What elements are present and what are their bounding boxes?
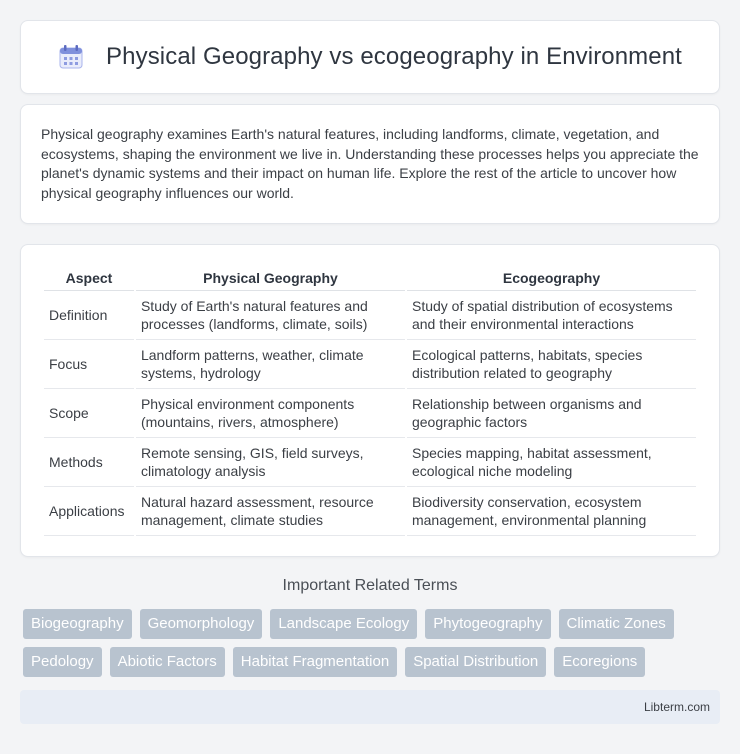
tag-landscape-ecology[interactable]: Landscape Ecology bbox=[270, 609, 417, 639]
tag-spatial-distribution[interactable]: Spatial Distribution bbox=[405, 647, 546, 677]
row-physical: Natural hazard assessment, resource management, climate studies bbox=[136, 487, 405, 536]
table-row bbox=[44, 487, 696, 536]
header-ecogeography: Ecogeography bbox=[407, 265, 696, 291]
tag-geomorphology[interactable]: Geomorphology bbox=[140, 609, 263, 639]
row-physical: Physical environment components (mountains, rivers, atmosphere) bbox=[136, 389, 405, 438]
tag-ecoregions[interactable]: Ecoregions bbox=[554, 647, 645, 677]
comparison-table bbox=[42, 265, 698, 536]
table-row bbox=[44, 438, 696, 487]
table-row bbox=[44, 389, 696, 438]
related-terms-tags bbox=[23, 609, 723, 685]
row-eco: Biodiversity conservation, ecosystem management, environmental planning bbox=[407, 487, 696, 536]
row-aspect: Definition bbox=[44, 291, 134, 340]
row-eco: Study of spatial distribution of ecosystems and their environmental interactions bbox=[407, 291, 696, 340]
row-physical: Remote sensing, GIS, field surveys, climatology analysis bbox=[136, 438, 405, 487]
tag-habitat-fragmentation[interactable]: Habitat Fragmentation bbox=[233, 647, 397, 677]
table-header-row bbox=[44, 265, 696, 291]
header-aspect: Aspect bbox=[44, 265, 134, 291]
row-aspect: Focus bbox=[44, 340, 134, 389]
related-terms-title: Important Related Terms bbox=[282, 577, 458, 594]
row-eco: Species mapping, habitat assessment, ecological niche modeling bbox=[407, 438, 696, 487]
row-aspect: Methods bbox=[44, 438, 134, 487]
comparison-table-card bbox=[20, 244, 720, 557]
tag-phytogeography[interactable]: Phytogeography bbox=[425, 609, 550, 639]
table-row bbox=[44, 340, 696, 389]
tag-climatic-zones[interactable]: Climatic Zones bbox=[559, 609, 674, 639]
tag-pedology[interactable]: Pedology bbox=[23, 647, 102, 677]
table-row bbox=[44, 291, 696, 340]
row-aspect: Applications bbox=[44, 487, 134, 536]
intro-paragraph: Physical geography examines Earth's natural features, including landforms, climate, vegetation, and ecosystems, shaping the environment we live in. Understanding these processes helps you appreciate the planet's dynamic systems and their impact on human life. Explore the rest of the article to uncover how physical geography influences our world. bbox=[41, 126, 699, 201]
tag-abiotic-factors[interactable]: Abiotic Factors bbox=[110, 647, 225, 677]
row-aspect: Scope bbox=[44, 389, 134, 438]
title-card bbox=[20, 20, 720, 94]
tag-biogeography[interactable]: Biogeography bbox=[23, 609, 132, 639]
footer-site-link[interactable]: Libterm.com bbox=[643, 700, 710, 714]
tag-row bbox=[23, 647, 723, 677]
row-eco: Relationship between organisms and geographic factors bbox=[407, 389, 696, 438]
calendar-grid-icon bbox=[58, 44, 84, 70]
row-physical: Landform patterns, weather, climate systems, hydrology bbox=[136, 340, 405, 389]
header-physical-geography: Physical Geography bbox=[136, 265, 405, 291]
tag-row bbox=[23, 609, 723, 639]
page-title: Physical Geography vs ecogeography in Environment bbox=[106, 43, 682, 70]
row-eco: Ecological patterns, habitats, species distribution related to geography bbox=[407, 340, 696, 389]
row-physical: Study of Earth's natural features and processes (landforms, climate, soils) bbox=[136, 291, 405, 340]
intro-card bbox=[20, 104, 720, 224]
footer bbox=[20, 690, 720, 724]
